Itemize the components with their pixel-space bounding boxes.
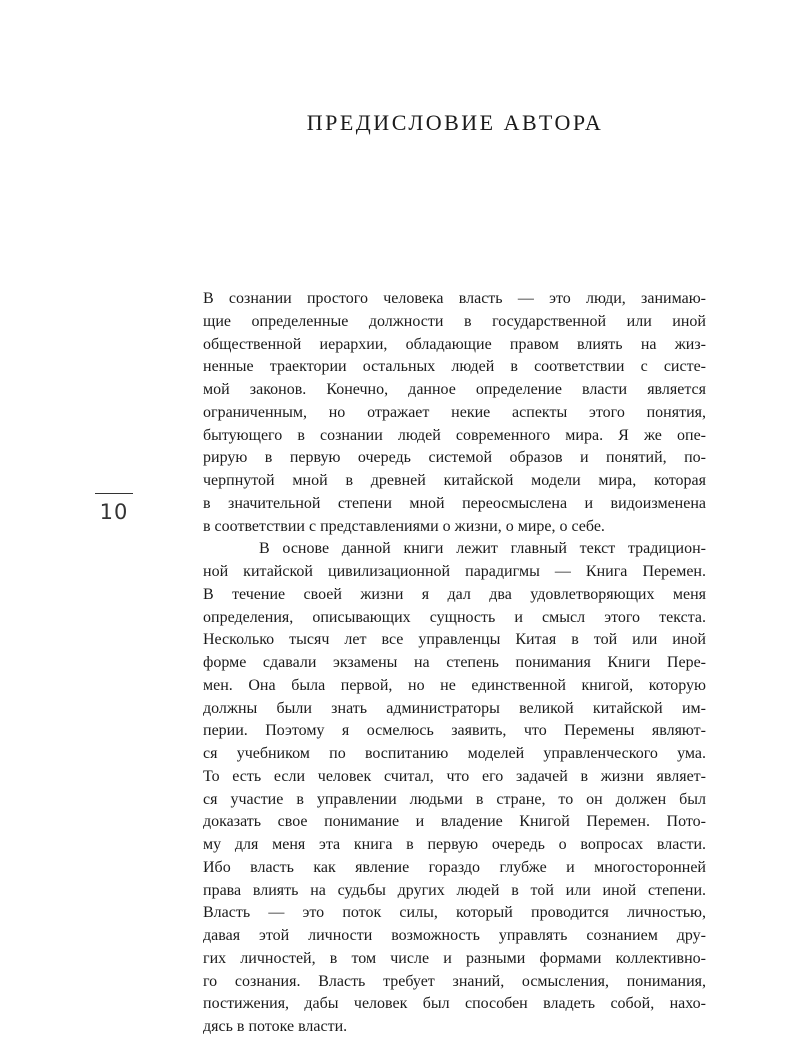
page-number-rule — [95, 493, 133, 494]
text-line: в значительной степени мной переосмыслена и видоизменена — [203, 494, 706, 512]
text-line: давая этой личности возможность управлять сознанием дру- — [203, 927, 706, 944]
text-line: мен. Она была первой, но не единственной книгой, которую — [203, 676, 706, 694]
text-line: форме сдавали экзамены на степень понимания Книги Пере- — [203, 654, 706, 671]
text-line: в соответствии с представлениями о жизни, о мире, о себе. — [203, 517, 605, 535]
text-line: права влиять на судьбы других людей в той или иной степени. — [203, 881, 706, 899]
page-number: 10 — [99, 500, 129, 524]
text-line: должны были знать администраторы великой китайской им- — [203, 699, 706, 717]
text-line: бытующего в сознании людей современного мира. Я же опе- — [203, 426, 706, 444]
text-line: го сознания. Власть требует знаний, осмысления, понимания, — [203, 972, 706, 990]
text-line: рирую в первую очередь системой образов и понятий, по- — [203, 449, 706, 467]
text-line: постижения, дабы человек был способен владеть собой, нахо- — [203, 995, 706, 1013]
text-line: гих личностей, в том числе и разными формами коллективно- — [203, 949, 706, 967]
text-line: Власть — это поток силы, который проводится личностью, — [203, 904, 706, 922]
text-line: дясь в потоке власти. — [203, 1018, 348, 1035]
paragraph — [203, 538, 706, 1039]
text-line: черпнутой мной в древней китайской модели мира, которая — [203, 472, 706, 489]
text-line: В сознании простого человека власть — это люди, занимаю- — [203, 290, 706, 307]
text-line: ограниченным, но отражает некие аспекты этого понятия, — [203, 403, 706, 421]
text-line: В течение своей жизни я дал два удовлетворяющих меня — [203, 585, 706, 603]
text-line: Несколько тысяч лет все управленцы Китая в той или иной — [203, 631, 706, 649]
text-line: ненные траектории остальных людей в соответствии с систе- — [203, 358, 706, 376]
text-line: ся участие в управлении людьми в стране, то он должен был — [203, 790, 706, 808]
text-line: му для меня эта книга в первую очередь о вопросах власти. — [203, 836, 706, 853]
text-line: В основе данной книги лежит главный текст традицион- — [259, 540, 706, 558]
text-line: То есть если человек считал, что его задачей в жизни являет- — [203, 767, 706, 785]
page-number-marker — [95, 493, 133, 524]
text-line: ной китайской цивилизационной парадигмы — Книга Перемен. — [203, 563, 706, 580]
text-line: мой законов. Конечно, данное определение власти является — [203, 381, 706, 398]
body-text — [203, 288, 706, 1039]
paragraph — [203, 288, 706, 538]
text-line: Ибо власть как явление гораздо глубже и многосторонней — [203, 858, 706, 876]
text-line: щие определенные должности в государственной или иной — [203, 312, 706, 330]
text-line: ся учебником по воспитанию моделей управленческого ума. — [203, 745, 706, 762]
text-line: общественной иерархии, обладающие правом влиять на жиз- — [203, 335, 706, 353]
text-line: перии. Поэтому я осмелюсь заявить, что Перемены являют- — [203, 722, 706, 740]
chapter-title: ПРЕДИСЛОВИЕ АВТОРА — [306, 110, 604, 135]
text-line: определения, описывающих сущность и смысл этого текста. — [203, 608, 706, 626]
text-line: доказать свое понимание и владение Книгой Перемен. Пото- — [203, 813, 706, 831]
